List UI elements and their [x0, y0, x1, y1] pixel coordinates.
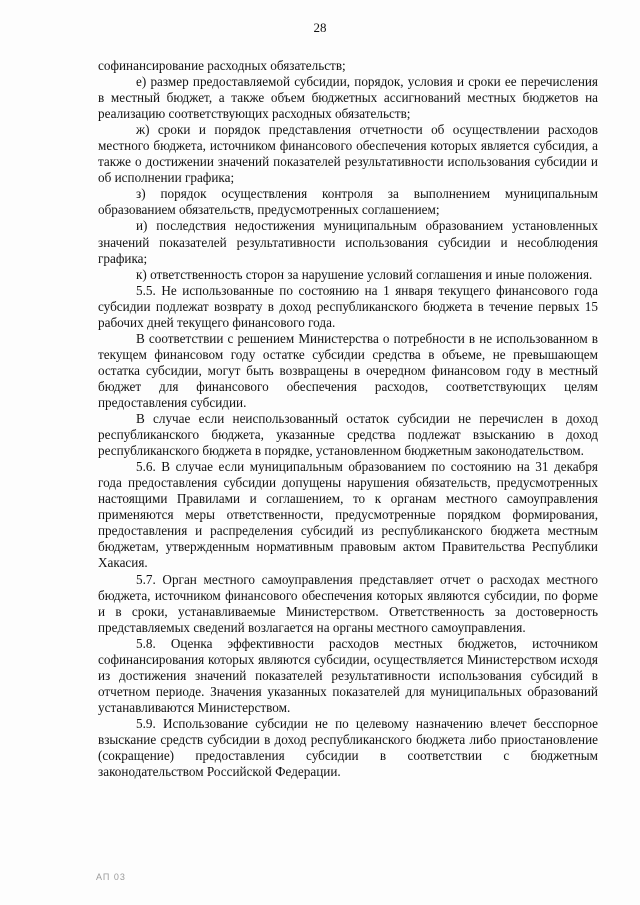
paragraph: В случае если неиспользованный остаток субсидии не перечислен в доход республиканского бюджета, указанные средства подлежат взысканию в доход республиканского бюджета в порядке, установленном бюджетным законодательством.	[98, 411, 598, 459]
paragraph: 5.9. Использование субсидии не по целевому назначению влечет бесспорное взыскание средств субсидии в доход республиканского бюджета либо приостановление (сокращение) предоставления субсидии в соответствии с бюджетным законодательством Российской Федерации.	[98, 715, 598, 780]
paragraph: 5.5. Не использованные по состоянию на 1 января текущего финансового года субсидии подлежат возврату в доход республиканского бюджета в течение первых 15 рабочих дней текущего финансового года.	[98, 282, 598, 330]
paragraph: 5.6. В случае если муниципальным образованием по состоянию на 31 декабря года предоставления субсидии допущены нарушения обязательств, предусмотренных настоящими Правилами и соглашением, то к органам местного самоуправления применяются меры ответственности, предусмотренные порядком формирования, предоставления и распределения субсидий из республиканского бюджета местным бюджетам, утвержденным нормативным правовым актом Правительства Республики Хакасия.	[98, 459, 598, 571]
page-number: 28	[313, 20, 327, 35]
document-body	[98, 58, 598, 780]
footer-stamp: АП 03	[96, 872, 126, 882]
paragraph: з) порядок осуществления контроля за выполнением муниципальным образованием обязательств, предусмотренных соглашением;	[98, 186, 598, 218]
paragraph: софинансирование расходных обязательств;	[98, 58, 346, 73]
paragraph: к) ответственность сторон за нарушение условий соглашения и иные положения.	[136, 266, 593, 282]
paragraph: В соответствии с решением Министерства о потребности в не использованном в текущем финансовом году остатке субсидии средства в объеме, не превышающем остатка субсидии, могут быть возвращены в очередном финансовом году в местный бюджет для финансового обеспечения расходов, соответствующих целям предоставления субсидии.	[98, 330, 598, 410]
paragraph: и) последствия недостижения муниципальным образованием установленных значений показателей результативности использования субсидии и несоблюдения графика;	[98, 218, 598, 266]
paragraph: е) размер предоставляемой субсидии, порядок, условия и сроки ее перечисления в местный бюджет, а также объем бюджетных ассигнований местных бюджетов на реализацию соответствующих расходных обязательств;	[98, 74, 598, 122]
paragraph: ж) сроки и порядок представления отчетности об осуществлении расходов местного бюджета, источником финансового обеспечения которых является субсидия, а также о достижении значений показателей результативности использования субсидии и об исполнении графика;	[98, 122, 598, 186]
paragraph: 5.8. Оценка эффективности расходов местных бюджетов, источником софинансирования которых являются субсидии, осуществляется Министерством исходя из достижения значений показателей результативности использования субсидий в отчетном периоде. Значения указанных показателей для муниципальных образований устанавливаются Министерством.	[98, 635, 598, 715]
paragraph: 5.7. Орган местного самоуправления представляет отчет о расходах местного бюджета, источником финансового обеспечения которых являются субсидии, по форме и в сроки, устанавливаемые Министерством. Ответственность за достоверность представляемых сведений возлагается на органы местного самоуправления.	[98, 571, 598, 635]
